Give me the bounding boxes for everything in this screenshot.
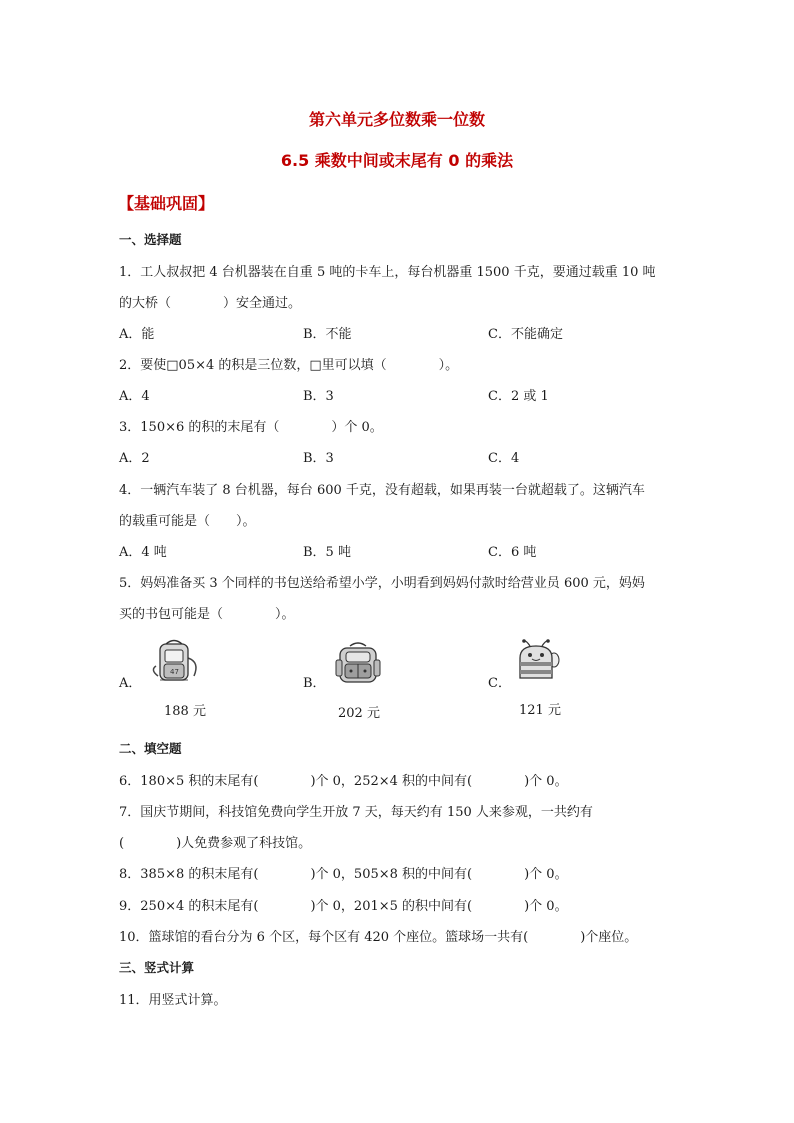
- q6-line: 6．180×5 积的末尾有( )个 0，252×4 积的中间有( )个 0。: [119, 774, 568, 789]
- q5-line1: 5．妈妈准备买 3 个同样的书包送给希望小学，小明看到妈妈付款时给营业员 600 元，妈妈: [119, 576, 645, 591]
- part1-heading: 一、选择题: [119, 232, 182, 247]
- q5-option-c: C．: [488, 676, 511, 691]
- q4-option-c: C．6 吨: [488, 545, 537, 560]
- q3-option-c: C．4: [488, 451, 520, 466]
- q3-line1: 3．150×6 的积的末尾有（ ）个 0。: [119, 420, 383, 435]
- section-label: 【基础巩固】: [118, 194, 215, 213]
- q5-line2: 买的书包可能是（ ）。: [119, 607, 295, 622]
- q4-option-a: A．4 吨: [119, 545, 167, 560]
- q10-line: 10．篮球馆的看台分为 6 个区，每个区有 420 个座位。篮球场一共有( )个座位。: [119, 930, 638, 945]
- q1-option-b: B．不能: [303, 327, 352, 342]
- unit-title: 第六单元多位数乘一位数: [308, 110, 485, 129]
- part2-heading: 二、填空题: [119, 741, 182, 756]
- q1-option-a: A．能: [119, 327, 155, 342]
- backpack-b-icon: [332, 640, 384, 688]
- q1-option-c: C．不能确定: [488, 327, 563, 342]
- q1-line2: 的大桥（ ）安全通过。: [119, 296, 302, 311]
- lesson-title: 6.5 乘数中间或末尾有 0 的乘法: [280, 151, 514, 170]
- q1-line1: 1．工人叔叔把 4 台机器装在自重 5 吨的卡车上，每台机器重 1500 千克，要通过载重 10 吨: [119, 265, 656, 280]
- q8-line: 8．385×8 的积末尾有( )个 0，505×8 积的中间有( )个 0。: [119, 867, 568, 882]
- q9-line: 9．250×4 的积末尾有( )个 0，201×5 的积中间有( )个 0。: [119, 899, 568, 914]
- price-b: 202 元: [338, 706, 380, 721]
- price-a: 188 元: [164, 704, 206, 719]
- q7-line2: ( )人免费参观了科技馆。: [119, 836, 312, 851]
- q4-line1: 4．一辆汽车装了 8 台机器，每台 600 千克，没有超载，如果再装一台就超载了。这辆汽车: [119, 483, 645, 498]
- part3-heading: 三、竖式计算: [119, 960, 195, 975]
- q4-option-b: B．5 吨: [303, 545, 351, 560]
- q2-option-c: C．2 或 1: [488, 389, 549, 404]
- svg-text:47: 47: [170, 668, 179, 676]
- q7-line1: 7．国庆节期间，科技馆免费向学生开放 7 天，每天约有 150 人来参观，一共约有: [119, 805, 593, 820]
- q3-option-b: B．3: [303, 451, 334, 466]
- q11-line: 11．用竖式计算。: [119, 993, 227, 1008]
- price-c: 121 元: [519, 703, 561, 718]
- q3-option-a: A．2: [119, 451, 150, 466]
- q2-line1: 2．要使□05×4 的积是三位数，□里可以填（ ）。: [119, 358, 459, 373]
- backpack-a-icon: [148, 636, 202, 686]
- q5-option-b: B．: [303, 676, 326, 691]
- q5-option-a: A．: [119, 676, 142, 691]
- q4-line2: 的载重可能是（ ）。: [119, 514, 256, 529]
- q2-option-a: A．4: [119, 389, 150, 404]
- backpack-c-icon: [512, 638, 560, 684]
- q2-option-b: B．3: [303, 389, 334, 404]
